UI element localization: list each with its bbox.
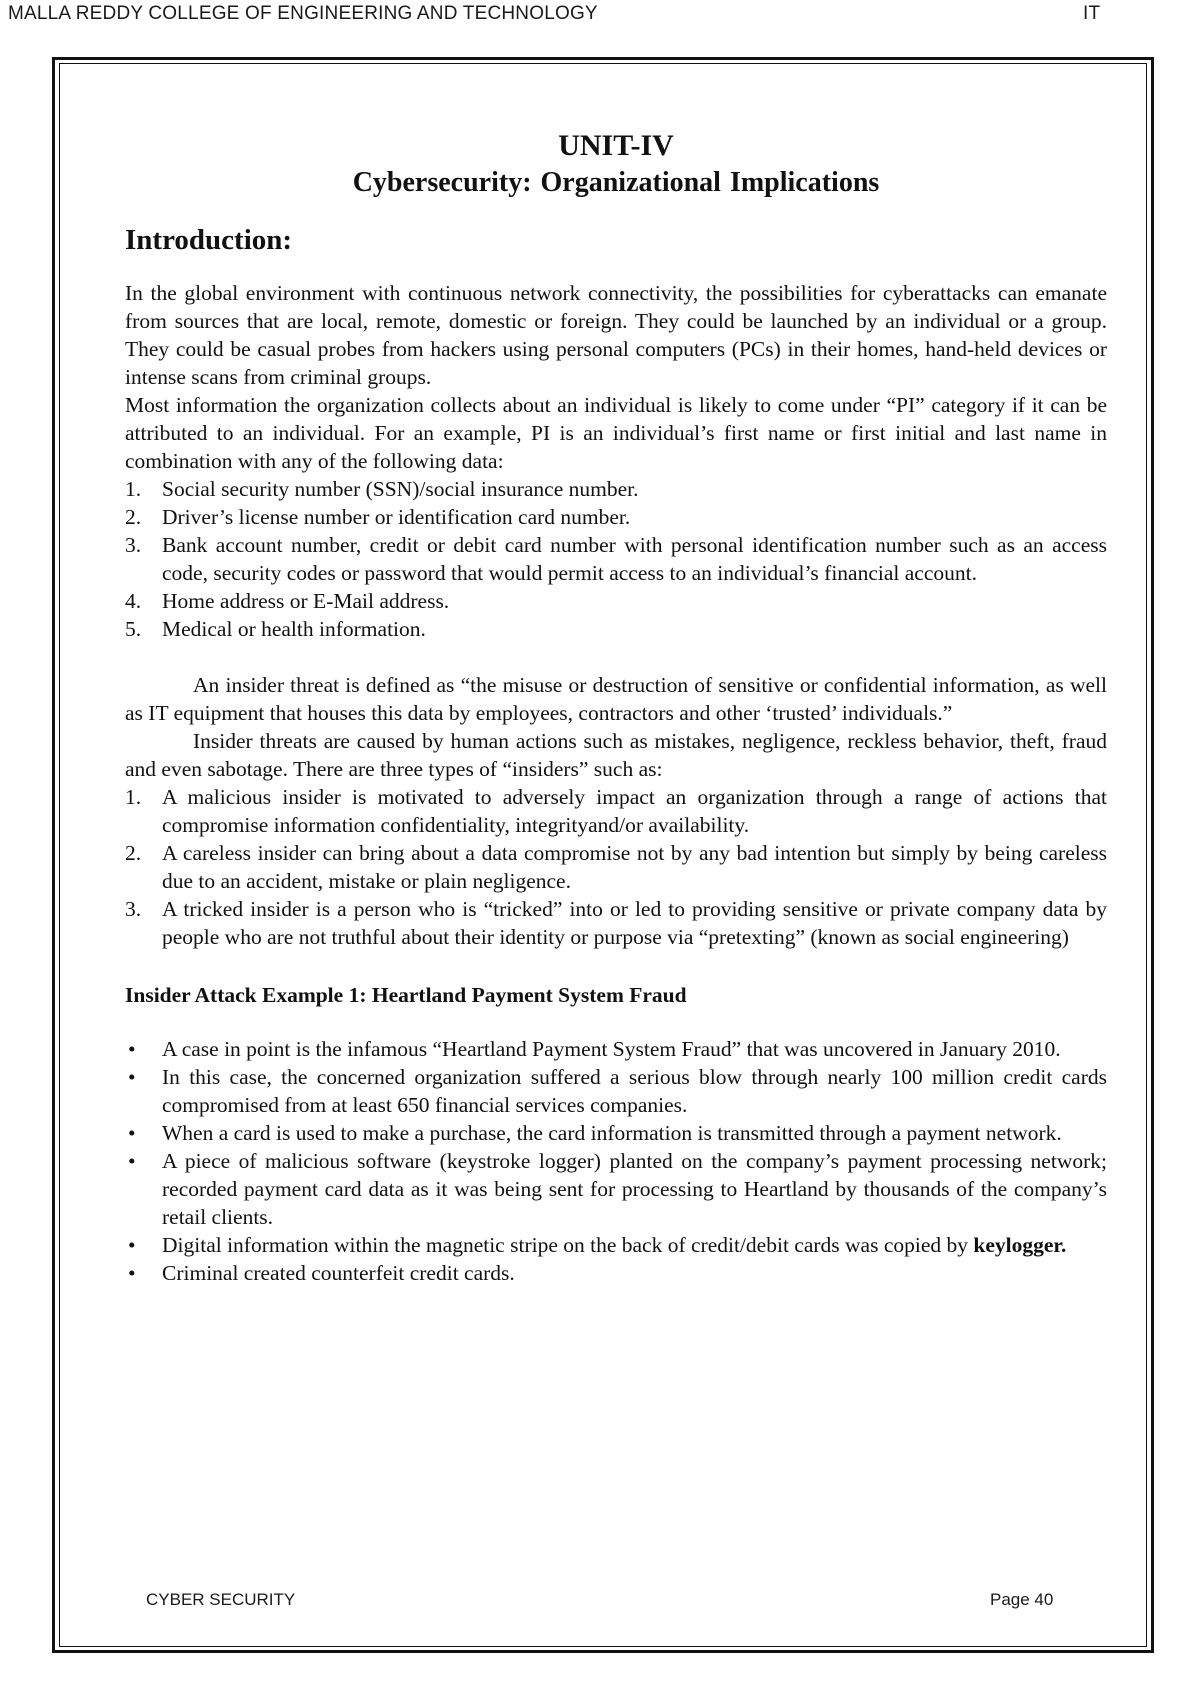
page-content xyxy=(125,128,1107,1287)
list-item: 5. Medical or health information. xyxy=(125,617,426,641)
unit-title: UNIT-IV xyxy=(558,129,674,162)
list-item: 2. Driver’s license number or identification card number. xyxy=(125,505,631,529)
list-item: 1. A malicious insider is motivated to adversely impact an organization through a range of actions that compromise information confidentiality, integrityand/or availability. xyxy=(125,785,1107,837)
introduction-heading: Introduction: xyxy=(125,224,293,256)
title-block xyxy=(125,128,1107,202)
list-item: 3. Bank account number, credit or debit card number with personal identification number such as an access code, security codes or password that would permit access to an individual’s financial account. xyxy=(125,533,1107,585)
list-item: • In this case, the concerned organization suffered a serious blow through nearly 100 million credit cards compromised from at least 650 financial services companies. xyxy=(128,1065,1107,1117)
insider-paragraph-2: Insider threats are caused by human actions such as mistakes, negligence, reckless behavior, theft, fraud and even sabotage. There are three types of “insiders” such as: xyxy=(125,729,1107,781)
list-item: 2. A careless insider can bring about a data compromise not by any bad intention but simply by being careless due to an accident, mistake or plain negligence. xyxy=(125,841,1107,893)
college-name: MALLA REDDY COLLEGE OF ENGINEERING AND TECHNOLOGY xyxy=(8,3,598,24)
list-item: 4. Home address or E-Mail address. xyxy=(125,589,450,613)
example-heading: Insider Attack Example 1: Heartland Payment System Fraud xyxy=(125,983,687,1007)
intro-paragraph-2: Most information the organization collects about an individual is likely to come under “PI” category if it can be attributed to an individual. For an example, PI is an individual’s first name or first initial and last name in combination with any of the following data: xyxy=(125,393,1107,473)
list-item: • A case in point is the infamous “Heartland Payment System Fraud” that was uncovered in January 2010. xyxy=(128,1037,1061,1061)
list-item: 3. A tricked insider is a person who is “tricked” into or led to providing sensitive or private company data by people who are not truthful about their identity or purpose via “pretexting” (known as social engineering) xyxy=(125,897,1107,949)
intro-paragraph-1: In the global environment with continuous network connectivity, the possibilities for cyberattacks can emanate from sources that are local, remote, domestic or foreign. They could be launched by an individual or a group. They could be casual probes from hackers using personal computers (PCs) in their homes, hand-held devices or intense scans from criminal groups. xyxy=(125,281,1107,389)
chapter-title: Cybersecurity: Organizational Implications xyxy=(352,167,880,198)
department-label: IT xyxy=(1083,3,1101,24)
list-item: • A piece of malicious software (keystroke logger) planted on the company’s payment processing network; recorded payment card data as it was being sent for processing to Heartland by thousands of the company’s retail clients. xyxy=(128,1149,1107,1229)
insider-paragraph-1: An insider threat is defined as “the misuse or destruction of sensitive or confidential information, as well as IT equipment that houses this data by employees, contractors and other ‘trusted’ individuals.” xyxy=(125,673,1107,725)
list-item: • Digital information within the magnetic stripe on the back of credit/debit cards was copied by keylogger. xyxy=(128,1233,1067,1257)
insider-types-list xyxy=(125,783,1107,951)
pi-data-list xyxy=(125,475,1107,643)
list-item: • Criminal created counterfeit credit cards. xyxy=(128,1261,515,1285)
page-header xyxy=(8,3,1192,29)
footer-subject: CYBER SECURITY xyxy=(146,1590,296,1609)
footer-page-number: Page 40 xyxy=(990,1590,1054,1609)
list-item: • When a card is used to make a purchase, the card information is transmitted through a payment network. xyxy=(128,1121,1062,1145)
keylogger-bold: keylogger. xyxy=(973,1233,1067,1257)
list-item: 1. Social security number (SSN)/social insurance number. xyxy=(125,477,639,501)
example-bullet-list xyxy=(125,1035,1107,1287)
